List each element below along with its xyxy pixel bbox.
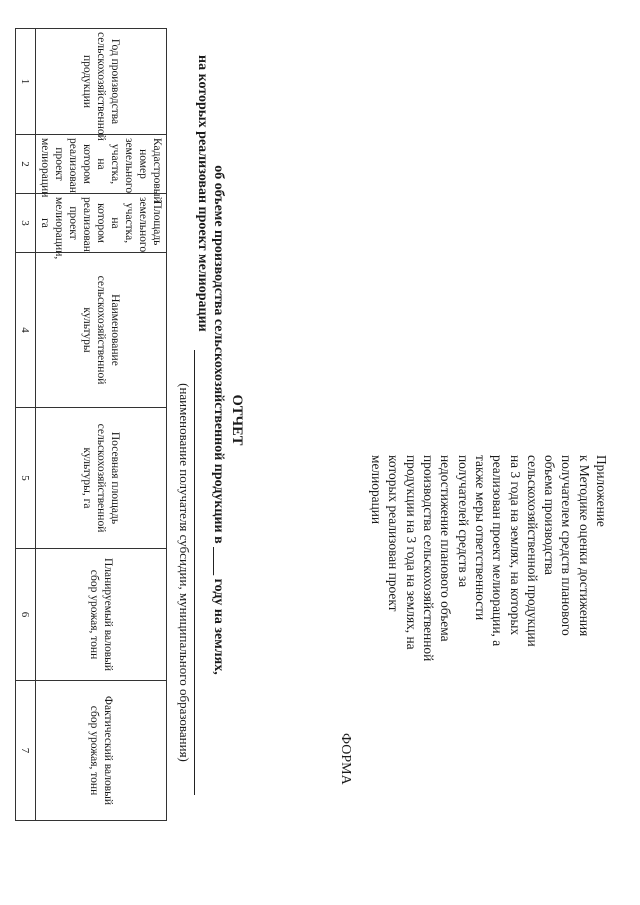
report-table bbox=[15, 28, 167, 821]
appendix-line: которых реализован проект bbox=[386, 455, 402, 612]
appendix-line: Приложение bbox=[594, 455, 609, 527]
appendix-line: получателем средств планового bbox=[559, 455, 575, 636]
header-crop-name: Наименование сельскохозяйственной культуры bbox=[36, 253, 167, 408]
header-plot-area: Площадь земельного участка, на котором реализован проект мелиорации, га bbox=[36, 194, 167, 253]
column-number: 5 bbox=[16, 408, 36, 549]
table-header-row bbox=[36, 29, 167, 821]
appendix-line: также меры ответственности bbox=[472, 455, 488, 621]
column-number: 7 bbox=[16, 681, 36, 821]
column-number: 1 bbox=[16, 29, 36, 135]
appendix-line: продукции на 3 года на землях, на bbox=[403, 455, 419, 650]
appendix-line: сельскохозяйственной продукции bbox=[524, 455, 540, 647]
column-number: 3 bbox=[16, 194, 36, 253]
appendix-line: мелиорации bbox=[369, 455, 385, 525]
appendix-line: недостижение планового объема bbox=[438, 455, 454, 642]
header-year: Год производства сельскохозяйственной продукции bbox=[36, 29, 167, 135]
form-label: ФОРМА bbox=[338, 733, 353, 785]
report-subtitle-line-2: на которых реализован проект мелиорации bbox=[195, 55, 210, 332]
column-number: 6 bbox=[16, 549, 36, 681]
column-number: 2 bbox=[16, 135, 36, 194]
column-number: 4 bbox=[16, 253, 36, 408]
table-column-numbers-row bbox=[16, 29, 36, 821]
appendix-line: объема производства bbox=[542, 455, 558, 575]
appendix-line: к Методике оценки достижения bbox=[576, 455, 592, 637]
report-subtitle-line-1: об объеме производства сельскохозяйственной продукции в ____ году на землях, bbox=[211, 165, 226, 675]
header-planned-harvest: Планируемый валовый сбор урожая, тонн bbox=[36, 549, 167, 681]
header-cadastral-number: Кадастровый номер земельного участка, на котором реализован проект мелиорации bbox=[36, 135, 167, 194]
appendix-line: получателей средств за bbox=[455, 455, 471, 588]
header-actual-harvest: Фактический валовый сбор урожая, тонн bbox=[36, 681, 167, 821]
rotated-document-page bbox=[16, 20, 616, 820]
appendix-line: реализован проект мелиорации, а bbox=[490, 455, 506, 647]
appendix-line: производства сельскохозяйственной bbox=[421, 455, 437, 662]
appendix-line: на 3 года на землях, на которых bbox=[507, 455, 523, 636]
appendix-note bbox=[368, 455, 610, 765]
recipient-caption: (наименование получателя субсидии, муниципального образования) bbox=[176, 350, 195, 795]
header-sown-area: Посевная площадь сельскохозяйственной культуры, га bbox=[36, 408, 167, 549]
report-title: ОТЧЕТ bbox=[229, 394, 245, 446]
